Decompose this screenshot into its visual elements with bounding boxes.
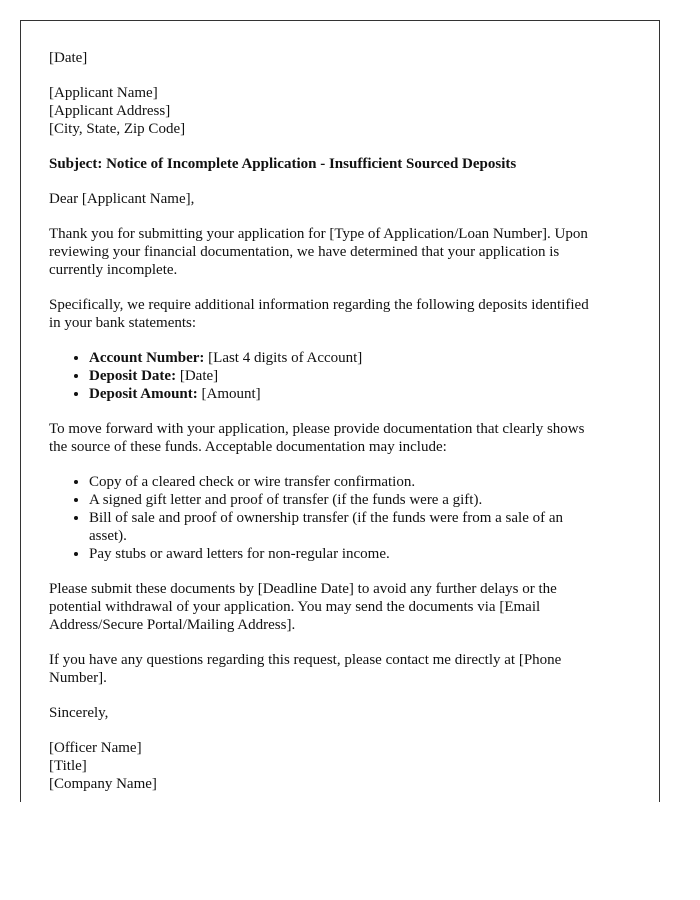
recipient-city: [City, State, Zip Code] [49,121,186,137]
deposit-details-list [49,349,631,403]
text-line: • Pay stubs or award letters for non-regular income. [89,546,390,562]
salutation: Dear [Applicant Name], [49,191,195,207]
list-item [89,473,631,491]
list-item [89,491,631,509]
text-line: asset). [89,528,127,544]
text-line: Specifically, we require additional information regarding the following deposits identified [49,297,589,313]
letter-page [20,20,660,802]
detail-label: Account Number: [89,350,205,366]
text-line: currently incomplete. [49,262,178,278]
officer-title: [Title] [49,758,87,774]
specifically-paragraph [49,296,631,332]
detail-value: [Amount] [197,386,261,402]
subject-line: Subject: Notice of Incomplete Application - Insufficient Sourced Deposits [49,156,517,172]
move-forward-paragraph [49,420,631,456]
text-line: Please submit these documents by [Deadline Date] to avoid any further delays or the [49,581,557,597]
list-item [89,509,631,545]
text-line: Thank you for submitting your application for [Type of Application/Loan Number]. Upon [49,226,588,242]
recipient-street: [Applicant Address] [49,103,171,119]
signature-block [49,739,631,793]
text-line: Number]. [49,670,107,686]
text-line: reviewing your financial documentation, we have determined that your application is [49,244,560,260]
text-line: • Copy of a cleared check or wire transfer confirmation. [89,474,416,490]
list-item [89,349,631,367]
intro-paragraph [49,225,631,279]
detail-value: [Date] [176,368,219,384]
list-item [89,545,631,563]
detail-label: Deposit Date: [89,368,177,384]
documents-list [49,473,631,563]
text-line: • Bill of sale and proof of ownership transfer (if the funds were from a sale of an [89,510,564,526]
company-name: [Company Name] [49,776,157,792]
submit-paragraph [49,580,631,634]
detail-label: Deposit Amount: [89,386,198,402]
text-line: the source of these funds. Acceptable documentation may include: [49,439,447,455]
text-line: Address/Secure Portal/Mailing Address]. [49,617,296,633]
text-line: If you have any questions regarding this request, please contact me directly at [Phone [49,652,562,668]
text-line: To move forward with your application, please provide documentation that clearly shows [49,421,585,437]
text-line: in your bank statements: [49,315,197,331]
officer-name: [Officer Name] [49,740,142,756]
recipient-name: [Applicant Name] [49,85,158,101]
list-item [89,385,631,403]
list-item [89,367,631,385]
detail-value: [Last 4 digits of Account] [204,350,363,366]
text-line: potential withdrawal of your application. You may send the documents via [Email [49,599,541,615]
questions-paragraph [49,651,631,687]
date: [Date] [49,50,88,66]
text-line: • A signed gift letter and proof of transfer (if the funds were a gift). [89,492,483,508]
recipient-address [49,84,631,138]
closing: Sincerely, [49,705,109,721]
